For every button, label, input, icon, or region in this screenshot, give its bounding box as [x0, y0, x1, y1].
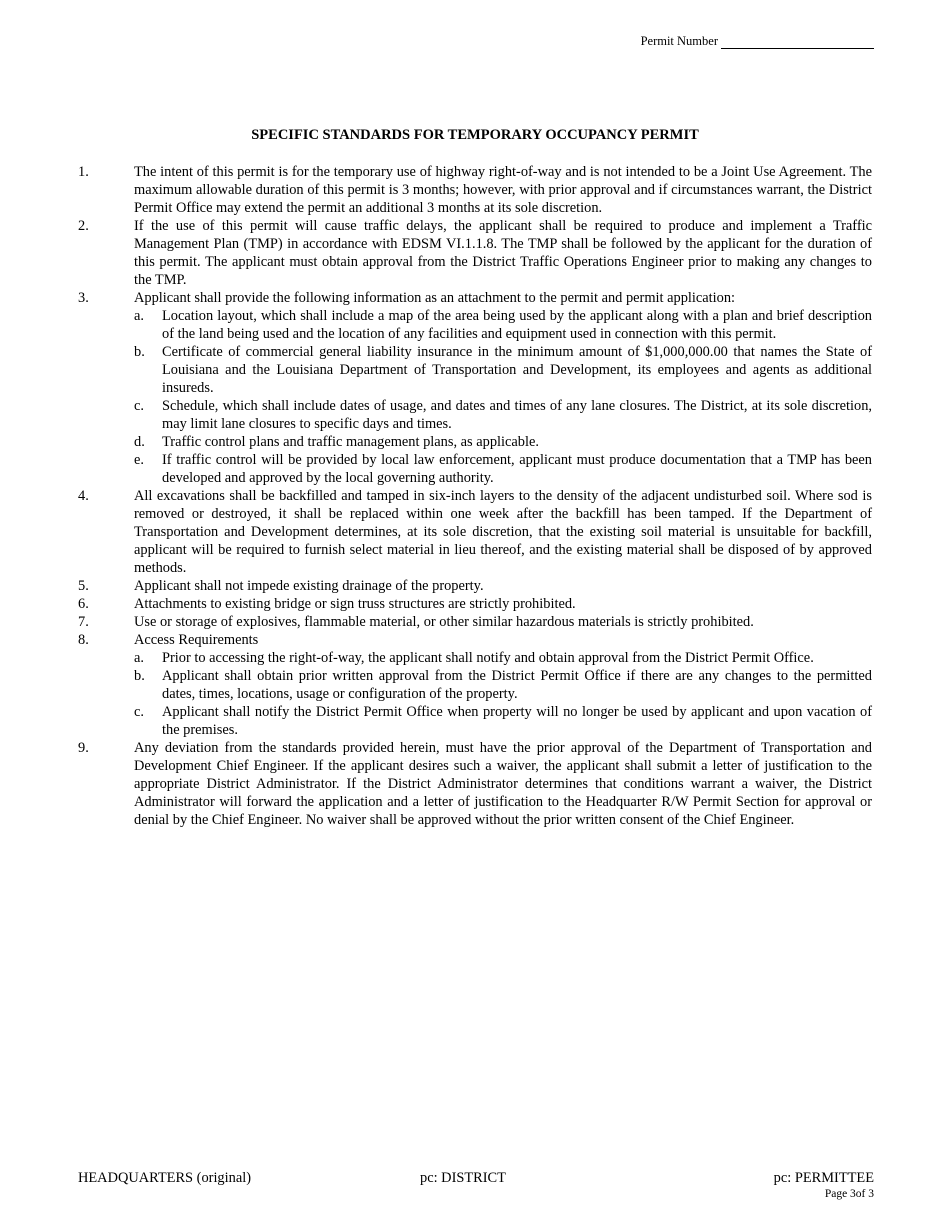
list-item — [78, 739, 872, 829]
document-title: SPECIFIC STANDARDS FOR TEMPORARY OCCUPANCY PERMIT — [251, 127, 699, 143]
permit-number-blank-line — [721, 36, 874, 49]
list-item — [78, 487, 872, 577]
sub-item — [134, 397, 872, 433]
item-number: 7. — [78, 614, 89, 630]
page-number: Page 3of 3 — [824, 1188, 874, 1200]
sub-item-text: Schedule, which shall include dates of usage, and dates and times of any lane closures. The District, at its sole discretion, may limit lane closures to specific days and times. — [162, 398, 872, 432]
item-number: 2. — [78, 218, 89, 234]
permit-number-field — [641, 34, 874, 49]
sub-item-text: Prior to accessing the right-of-way, the applicant shall notify and obtain approval from the District Permit Office. — [162, 650, 814, 666]
list-item — [78, 595, 872, 613]
sub-item — [134, 433, 872, 451]
list-item — [78, 613, 872, 631]
sub-item-text: Certificate of commercial general liability insurance in the minimum amount of $1,000,000.00 that names the State of Louisiana and the Louisiana Department of Transportation and Development, its employees and agents as additional insureds. — [162, 344, 872, 396]
sub-item-text: Location layout, which shall include a map of the area being used by the applicant along with a plan and brief description of the land being used and the location of any facilities and equipment used in connection with this permit. — [162, 308, 872, 342]
standards-list — [78, 163, 872, 829]
sub-item — [134, 667, 872, 703]
sub-item — [134, 649, 872, 667]
item-body — [134, 289, 872, 487]
sub-item-text: Traffic control plans and traffic management plans, as applicable. — [162, 434, 539, 450]
sub-item-letter: a. — [134, 308, 144, 324]
sub-item — [134, 703, 872, 739]
footer-headquarters: HEADQUARTERS (original) — [78, 1170, 252, 1186]
list-item — [78, 289, 872, 487]
item-body — [134, 595, 872, 613]
sub-item — [134, 451, 872, 487]
sub-item — [134, 343, 872, 397]
sub-item-letter: c. — [134, 398, 144, 414]
sub-item-letter: c. — [134, 704, 144, 720]
sub-item-letter: a. — [134, 650, 144, 666]
item-text: Access Requirements — [134, 632, 259, 648]
item-text: If the use of this permit will cause traffic delays, the applicant shall be required to produce and implement a Traffic Management Plan (TMP) in accordance with EDSM VI.1.1.8. The TMP shall be followed by the applicant for the duration of this permit. The applicant must obtain approval from the District Traffic Operations Engineer prior to making any changes to the TMP. — [134, 218, 872, 288]
permit-number-label: Permit Number — [640, 34, 718, 48]
sub-item-letter: e. — [134, 452, 144, 468]
item-text: The intent of this permit is for the temporary use of highway right-of-way and is not intended to be a Joint Use Agreement. The maximum allowable duration of this permit is 3 months; however, with prior approval and if circumstances warrant, the District Permit Office may extend the permit an additional 3 months at its sole discretion. — [134, 164, 872, 216]
item-body — [134, 631, 872, 739]
list-item — [78, 217, 872, 289]
sub-item-letter: b. — [134, 344, 145, 360]
sub-item-text: If traffic control will be provided by local law enforcement, applicant must produce documentation that a TMP has been developed and approved by the local governing authority. — [162, 452, 872, 486]
item-number: 4. — [78, 488, 89, 504]
item-body — [134, 217, 872, 289]
sub-item-letter: b. — [134, 668, 145, 684]
list-item — [78, 577, 872, 595]
item-text: Attachments to existing bridge or sign truss structures are strictly prohibited. — [134, 596, 576, 612]
item-number: 8. — [78, 632, 89, 648]
item-body — [134, 487, 872, 577]
item-text: All excavations shall be backfilled and tamped in six-inch layers to the density of the adjacent undisturbed soil. Where sod is removed or destroyed, it shall be replaced within one week after the backfill has been tamped. If the Department of Transportation and Development determines, at its sole discretion, that the existing soil material is unsuitable for backfill, applicant will be required to furnish select material in lieu thereof, and the existing material shall be disposed of by approved methods. — [134, 488, 872, 576]
item-body — [134, 163, 872, 217]
item-number: 1. — [78, 164, 89, 180]
footer-permittee: pc: PERMITTEE — [773, 1170, 874, 1186]
sub-item-text: Applicant shall notify the District Permit Office when property will no longer be used by applicant and upon vacation of the premises. — [162, 704, 872, 738]
list-item — [78, 631, 872, 739]
item-number: 3. — [78, 290, 89, 306]
item-number: 9. — [78, 740, 89, 756]
item-text: Applicant shall provide the following information as an attachment to the permit and permit application: — [134, 290, 736, 306]
footer-district: pc: DISTRICT — [420, 1170, 506, 1186]
item-text: Any deviation from the standards provided herein, must have the prior approval of the Department of Transportation and Development Chief Engineer. If the applicant desires such a waiver, the applicant shall submit a letter of justification to the appropriate District Administrator. If the District Administrator determines that conditions warrant a waiver, the District Administrator will forward the application and a letter of justification to the Headquarter R/W Permit Section for approval or denial by the Chief Engineer. No waiver shall be approved without the prior written consent of the Chief Engineer. — [134, 740, 872, 828]
sub-item-text: Applicant shall obtain prior written approval from the District Permit Office if there are any changes to the permitted dates, times, locations, usage or configuration of the property. — [162, 668, 872, 702]
sub-item-letter: d. — [134, 434, 145, 450]
item-text: Use or storage of explosives, flammable material, or other similar hazardous materials is strictly prohibited. — [134, 614, 754, 630]
list-item — [78, 163, 872, 217]
item-number: 5. — [78, 578, 89, 594]
item-body — [134, 613, 872, 631]
item-body — [134, 739, 872, 829]
item-body — [134, 577, 872, 595]
item-text: Applicant shall not impede existing drainage of the property. — [134, 578, 484, 594]
item-number: 6. — [78, 596, 89, 612]
sub-item — [134, 307, 872, 343]
